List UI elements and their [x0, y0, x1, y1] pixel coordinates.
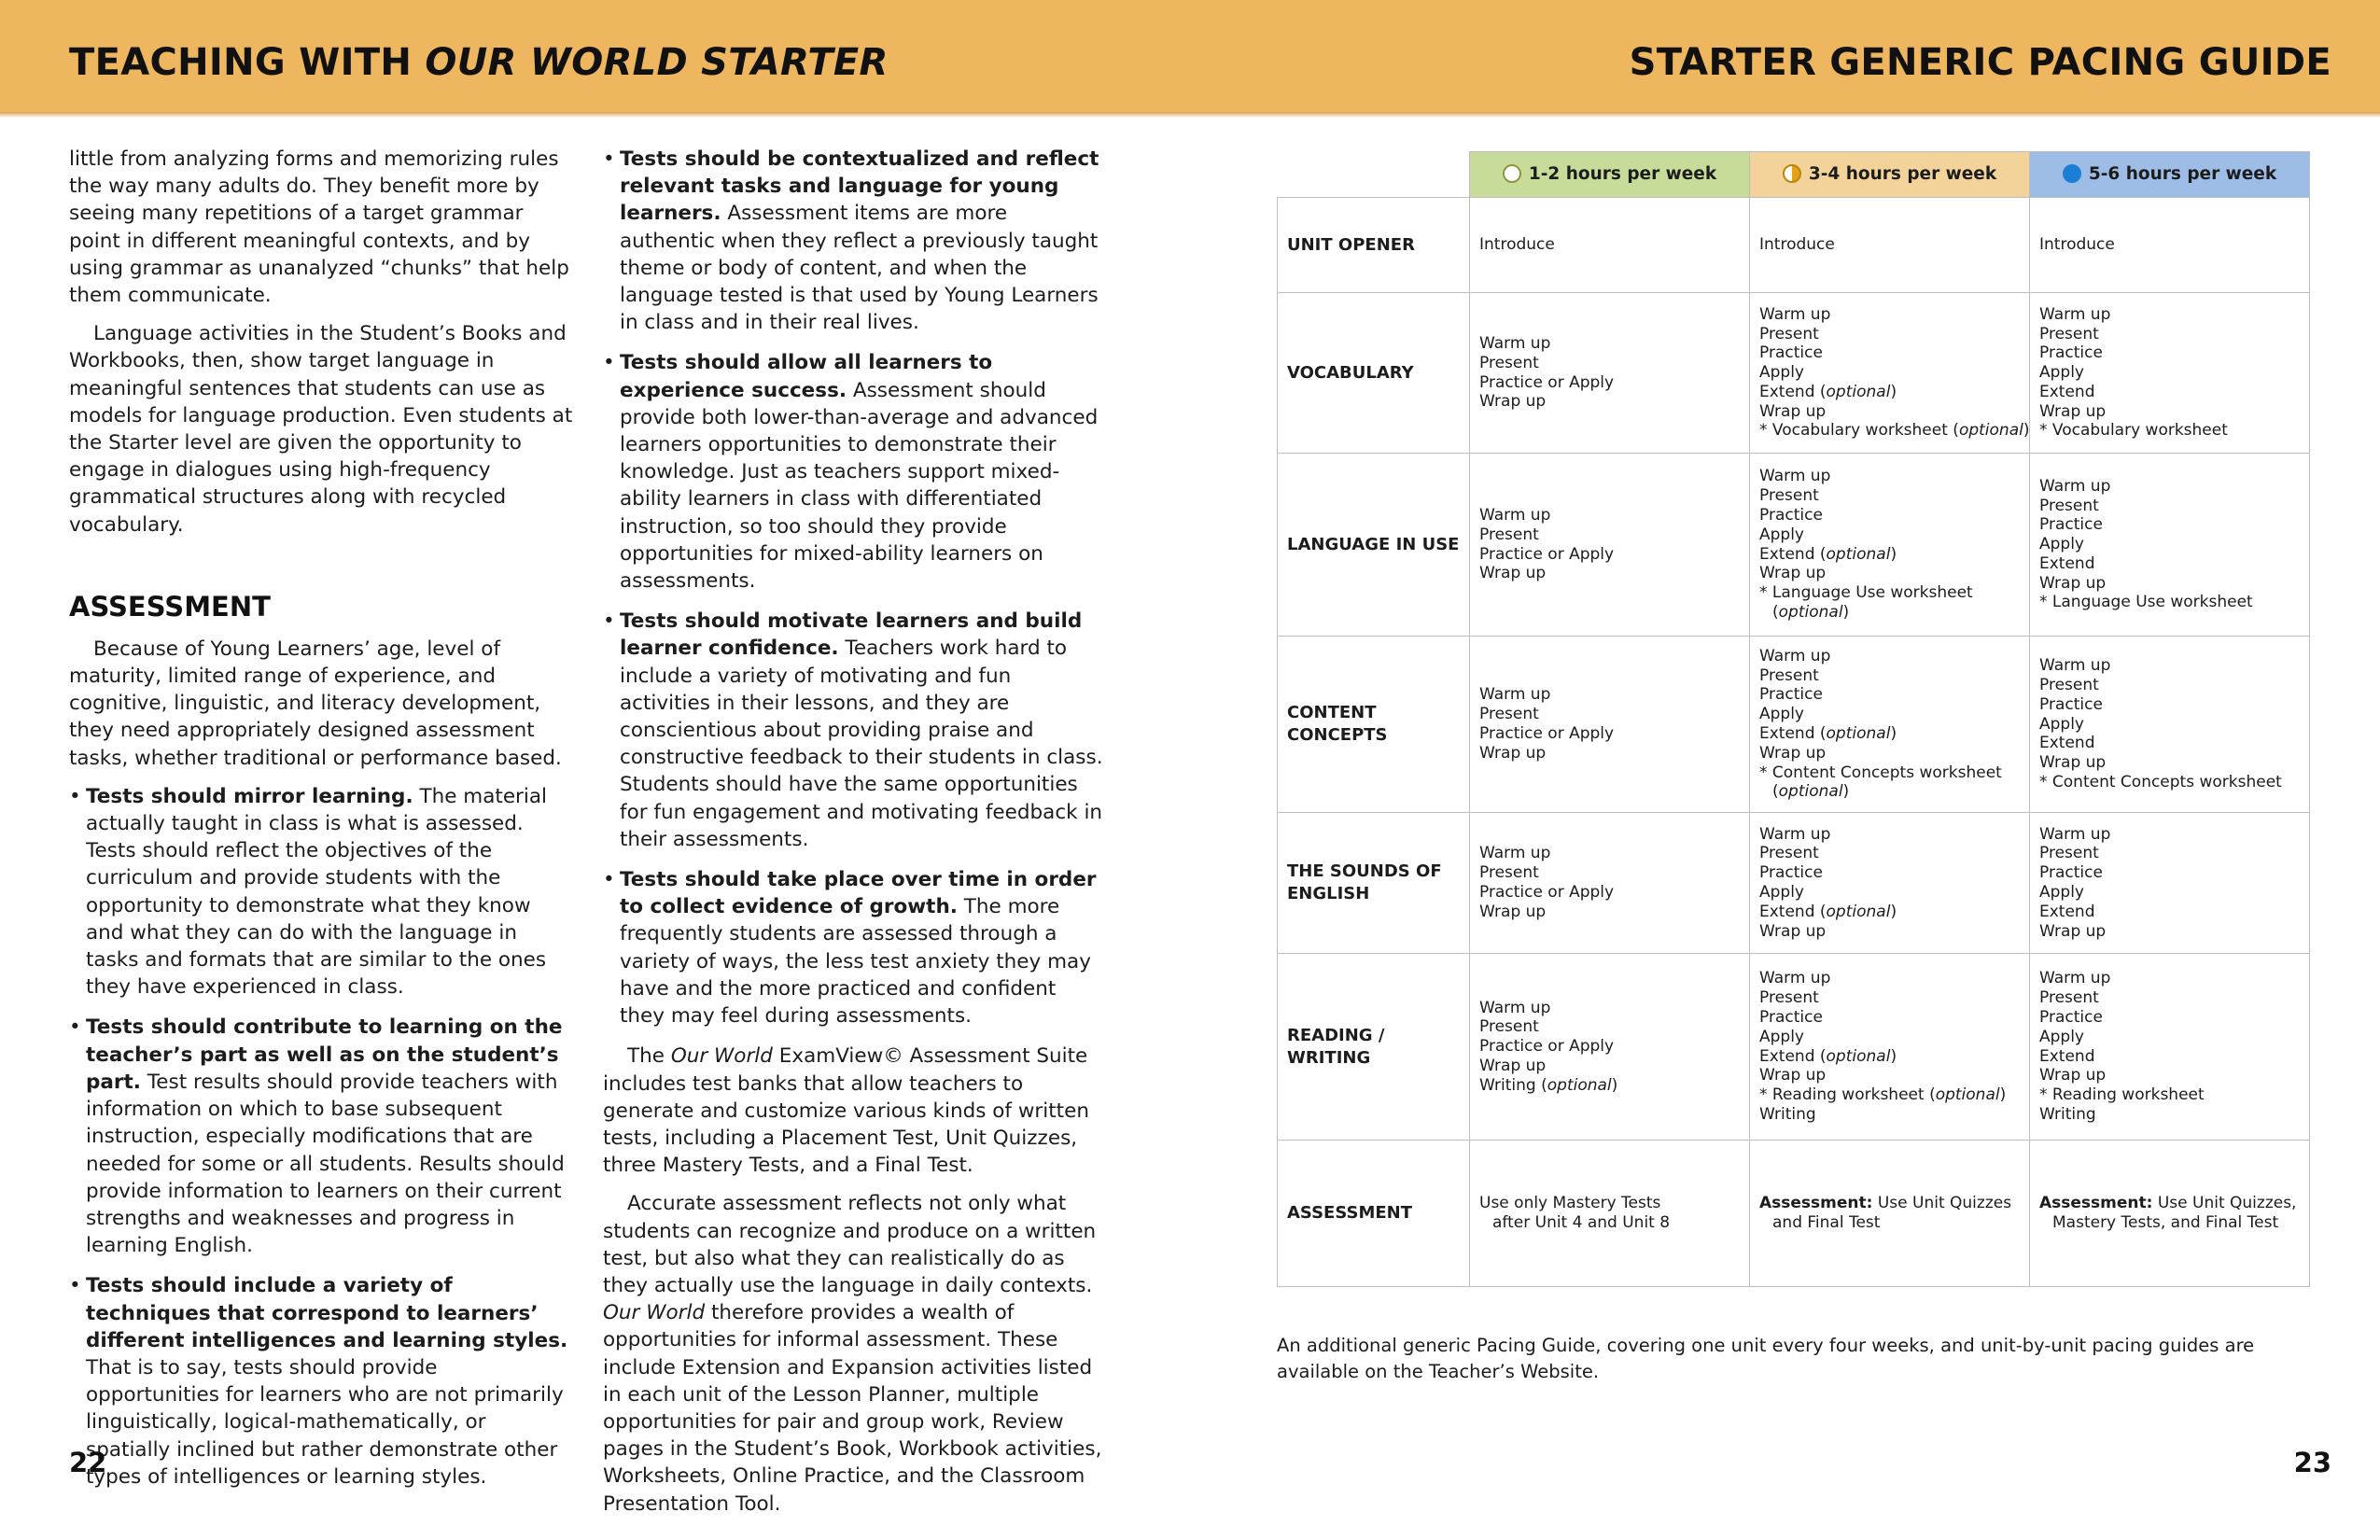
paragraph: Language activities in the Student’s Books and Workbooks, then, show target language in meaningful sentences that students can use as models for language production. Even students at the Starter level are given the opportunity to engage in dialogues using high-frequency grammatical structures along with recycled vocabulary.	[69, 322, 573, 537]
table-cell	[1470, 954, 1750, 1141]
table-cell	[1750, 1141, 2030, 1287]
cell-line: Wrap up	[1759, 401, 1827, 421]
table-cell	[1750, 813, 2030, 954]
cell-line: Warm up	[1479, 844, 1551, 863]
table-row	[1278, 637, 2310, 813]
cell-line: Extend (optional)	[1759, 382, 1897, 401]
section-heading-assessment: ASSESSMENT	[69, 590, 271, 623]
cell-line: and Final Test	[1772, 1213, 1881, 1232]
cell-line: Present	[1479, 353, 1539, 372]
cell-line: Present	[1479, 705, 1539, 724]
cell-line: * Content Concepts worksheet	[1759, 763, 2002, 782]
column-header-5-6-hours: 5-6 hours per week	[2030, 152, 2310, 198]
page-number-left: 22	[69, 1447, 107, 1478]
half-circle-icon	[1783, 164, 1801, 183]
cell-line: Wrap up	[2039, 1066, 2107, 1085]
cell-line: Wrap up	[1759, 1066, 1827, 1085]
cell-line: Practice	[2039, 863, 2103, 883]
table-cell	[1470, 293, 1750, 454]
pacing-table-body	[1278, 198, 2310, 1287]
cell-line: Wrap up	[1759, 564, 1827, 583]
cell-line: Warm up	[1479, 685, 1551, 705]
cell-line: Apply	[1759, 363, 1804, 383]
cell-line: Warm up	[1479, 505, 1551, 525]
cell-line: Practice	[1759, 505, 1823, 525]
cell-line: Warm up	[1479, 998, 1551, 1017]
cell-line: Apply	[1759, 1027, 1804, 1046]
cell-line: Warm up	[1759, 969, 1831, 988]
cell-line: Extend (optional)	[1759, 724, 1897, 743]
cell-line: Apply	[2039, 714, 2084, 734]
cell-line: Wrap up	[2039, 573, 2107, 593]
cell-line: Practice or Apply	[1479, 372, 1615, 392]
row-label: READING / WRITING	[1278, 954, 1470, 1141]
cell-line: Present	[1759, 486, 1819, 506]
cell-line: Present	[1479, 863, 1539, 883]
cell-line: * Language Use worksheet	[1759, 583, 1973, 603]
cell-line: Extend	[2039, 1046, 2095, 1066]
header-shadow	[0, 112, 2380, 118]
cell-line: Warm up	[2039, 656, 2111, 676]
cell-line: Warm up	[1759, 646, 1831, 665]
cell-bold-label: Assessment:	[2039, 1194, 2153, 1213]
bullet-list	[603, 146, 1107, 1029]
left-column-1	[69, 146, 573, 1504]
cell-line: Practice	[1759, 685, 1823, 705]
table-cell	[1470, 1141, 1750, 1287]
cell-line: Warm up	[1759, 824, 1831, 844]
left-page-title: TEACHING WITH OUR WORLD STARTER	[69, 41, 889, 84]
cell-line: (optional)	[1772, 782, 1850, 802]
cell-line: Writing (optional)	[1479, 1075, 1618, 1095]
cell-line: Extend	[2039, 382, 2095, 401]
cell-line: Present	[1479, 1017, 1539, 1037]
table-cell	[1470, 198, 1750, 293]
cell-line: Apply	[2039, 883, 2084, 902]
column-header-1-2-hours: 1-2 hours per week	[1470, 152, 1750, 198]
cell-line: Practice	[2039, 694, 2103, 714]
table-cell	[2030, 198, 2310, 293]
bullet-item: • Tests should motivate learners and build learner confidence. Teachers work hard to include a variety of motivating and fun activities in their lessons, and they are conscientious about providing praise and constructive feedback to their students in class. Students should have the same opportunities for fun engagement and motivating feedback in their assessments.	[603, 608, 1107, 853]
cell-line: * Vocabulary worksheet (optional)	[1759, 421, 2030, 441]
table-cell	[1470, 637, 1750, 813]
bullet-item: • Tests should mirror learning. The material actually taught in class is what is assessed. Tests should reflect the objectives of the curriculum and provide students with the opportunity to demonstrate what they know and what they can do with the language in tasks and formats that are similar to the ones they have experienced in class.	[69, 783, 573, 1001]
cell-line: Extend	[2039, 553, 2095, 573]
cell-line: Assessment: Use Unit Quizzes	[1759, 1194, 2012, 1213]
table-row	[1278, 813, 2310, 954]
cell-line: Wrap up	[2039, 401, 2107, 421]
cell-line: Apply	[2039, 1027, 2084, 1046]
paragraph: The Our World ExamView© Assessment Suite includes test banks that allow teachers to generate and customize various kinds of written tests, including a Placement Test, Unit Quizzes, three Mastery Tests, and a Final Test.	[603, 1044, 1089, 1178]
table-cell	[1470, 813, 1750, 954]
pacing-footnote: An additional generic Pacing Guide, covering one unit every four weeks, and unit-by-unit pacing guides are available on the Teacher’s Website.	[1277, 1335, 2255, 1382]
table-row	[1278, 198, 2310, 293]
cell-line: * Reading worksheet	[2039, 1085, 2205, 1105]
table-cell	[2030, 293, 2310, 454]
cell-line: Present	[1759, 844, 1819, 863]
cell-line: Practice or Apply	[1479, 724, 1615, 743]
full-circle-icon	[2063, 164, 2081, 183]
cell-line: Use only Mastery Tests	[1479, 1194, 1661, 1213]
cell-line: * Content Concepts worksheet	[2039, 772, 2282, 791]
cell-line: Warm up	[2039, 969, 2111, 988]
cell-line: Wrap up	[1479, 564, 1547, 583]
cell-line: Apply	[1759, 525, 1804, 544]
right-page-title: STARTER GENERIC PACING GUIDE	[1629, 41, 2331, 84]
cell-line: Present	[1479, 525, 1539, 544]
table-corner	[1278, 152, 1470, 198]
cell-line: (optional)	[1772, 602, 1850, 622]
cell-line: Apply	[2039, 535, 2084, 554]
table-cell	[2030, 1141, 2310, 1287]
cell-line: Present	[2039, 496, 2099, 515]
cell-line: Wrap up	[2039, 753, 2107, 773]
cell-line: Warm up	[2039, 304, 2111, 324]
paragraph: little from analyzing forms and memorizing rules the way many adults do. They benefit more by seeing many repetitions of a target grammar point in different meaningful contexts, and by using grammar as unanalyzed “chunks” that help them communicate.	[69, 147, 569, 308]
cell-line: Assessment: Use Unit Quizzes,	[2039, 1194, 2297, 1213]
bullet-item: • Tests should take place over time in order to collect evidence of growth. The more frequently students are assessed through a variety of ways, the less test anxiety they may have and the more practiced and confident they may feel during assessments.	[603, 866, 1107, 1029]
cell-line: Practice	[1759, 343, 1823, 363]
cell-line: Extend (optional)	[1759, 544, 1897, 564]
left-column-2	[603, 146, 1107, 1529]
table-cell	[1750, 954, 2030, 1141]
cell-line: Wrap up	[1479, 392, 1547, 412]
cell-line: Present	[2039, 676, 2099, 694]
cell-line: Wrap up	[1479, 743, 1547, 763]
cell-line: Warm up	[2039, 824, 2111, 844]
cell-line: Practice	[2039, 1007, 2103, 1027]
table-row	[1278, 1141, 2310, 1287]
table-row	[1278, 454, 2310, 637]
cell-line: Present	[2039, 324, 2099, 343]
table-cell	[1750, 293, 2030, 454]
cell-line: Apply	[1759, 883, 1804, 902]
cell-line: Warm up	[1759, 304, 1831, 324]
table-row	[1278, 954, 2310, 1141]
cell-line: Practice or Apply	[1479, 883, 1615, 902]
cell-line: Apply	[1759, 705, 1804, 724]
paragraph: Accurate assessment reflects not only what students can recognize and produce on a written test, but also what they can realistically do as they actually use the language in daily contexts. Our World therefore provides a wealth of opportunities for informal assessment. These include Extension and Expansion activities listed in each unit of the Lesson Planner, multiple opportunities for pair and group work, Review pages in the Student’s Book, Workbook activities, Worksheets, Online Practice, and the Classroom Presentation Tool.	[603, 1192, 1102, 1516]
cell-line: Extend	[2039, 734, 2095, 753]
cell-line: Introduce	[2039, 235, 2115, 255]
bullet-item: • Tests should contribute to learning on the teacher’s part as well as on the student’s part. Test results should provide teachers with information on which to base subsequent instruction, especially modifications that are needed for some or all students. Results should provide information to learners on their current strengths and weaknesses and progress in learning English.	[69, 1014, 573, 1259]
cell-line: Practice	[2039, 515, 2103, 535]
cell-line: Apply	[2039, 363, 2084, 383]
cell-line: Extend (optional)	[1759, 1046, 1897, 1066]
table-cell	[1750, 198, 2030, 293]
table-cell	[2030, 813, 2310, 954]
title-italic-part: OUR WORLD STARTER	[425, 41, 889, 84]
table-cell	[2030, 954, 2310, 1141]
cell-line: Present	[1759, 988, 1819, 1008]
cell-line: Introduce	[1759, 235, 1835, 255]
cell-line: Wrap up	[2039, 921, 2107, 941]
cell-line: Introduce	[1479, 235, 1555, 255]
table-cell	[1750, 454, 2030, 637]
cell-line: Present	[1759, 324, 1819, 343]
cell-line: Present	[2039, 844, 2099, 863]
page-number-right: 23	[2293, 1447, 2331, 1478]
paragraph: Because of Young Learners’ age, level of maturity, limited range of experience, and cognitive, linguistic, and literacy development, they need appropriately designed assessment tasks, whether traditional or performance based.	[69, 637, 562, 770]
row-label: LANGUAGE IN USE	[1278, 454, 1470, 637]
table-cell	[2030, 637, 2310, 813]
row-label: UNIT OPENER	[1278, 198, 1470, 293]
table-cell	[1470, 454, 1750, 637]
cell-line: * Vocabulary worksheet	[2039, 421, 2228, 441]
cell-line: Practice or Apply	[1479, 1037, 1615, 1057]
cell-line: Warm up	[2039, 476, 2111, 496]
cell-line: Present	[2039, 988, 2099, 1008]
cell-line: Extend (optional)	[1759, 902, 1897, 921]
cell-line: Wrap up	[1479, 902, 1547, 921]
table-cell	[2030, 454, 2310, 637]
empty-circle-icon	[1503, 164, 1521, 183]
cell-line: Extend	[2039, 902, 2095, 921]
cell-line: Wrap up	[1759, 921, 1827, 941]
row-label: THE SOUNDS OF ENGLISH	[1278, 813, 1470, 954]
cell-line: after Unit 4 and Unit 8	[1492, 1213, 1671, 1232]
row-label: VOCABULARY	[1278, 293, 1470, 454]
cell-line: Present	[1759, 665, 1819, 685]
cell-line: Practice or Apply	[1479, 544, 1615, 564]
cell-line: Practice	[1759, 863, 1823, 883]
cell-line: Wrap up	[1759, 743, 1827, 763]
pacing-guide-table	[1277, 151, 2309, 1287]
row-label: ASSESSMENT	[1278, 1141, 1470, 1287]
cell-line: Writing	[1759, 1104, 1816, 1124]
cell-line: * Language Use worksheet	[2039, 593, 2253, 612]
bullet-item: • Tests should include a variety of techniques that correspond to learners’ different intelligences and learning styles. That is to say, tests should provide opportunities for learners who are not primarily linguistically, logical-mathematically, or spatially inclined but rather demonstrate other types of intelligences or learning styles.	[69, 1272, 573, 1491]
table-cell	[1750, 637, 2030, 813]
cell-line: Practice	[2039, 343, 2103, 363]
bullet-item: • Tests should be contextualized and reflect relevant tasks and language for young learners. Assessment items are more authentic when they reflect a previously taught theme or body of content, and when the language tested is that used by Young Learners in class and in their real lives.	[603, 146, 1107, 336]
cell-line: Warm up	[1759, 467, 1831, 486]
cell-line: * Reading worksheet (optional)	[1759, 1085, 2007, 1105]
cell-line: Warm up	[1479, 333, 1551, 353]
table-row	[1278, 293, 2310, 454]
cell-line: Mastery Tests, and Final Test	[2052, 1213, 2279, 1232]
bullet-list	[69, 783, 573, 1491]
cell-line: Writing	[2039, 1104, 2096, 1124]
bullet-item: • Tests should allow all learners to experience success. Assessment should provide both lower-than-average and advanced learners opportunities to demonstrate their knowledge. Just as teachers support mixed-ability learners in class with differentiated instruction, so too should they provide opportunities for mixed-ability learners on assessments.	[603, 349, 1107, 595]
cell-line: Practice	[1759, 1007, 1823, 1027]
cell-bold-label: Assessment:	[1759, 1194, 1873, 1213]
row-label: CONTENT CONCEPTS	[1278, 637, 1470, 813]
column-header-3-4-hours: 3-4 hours per week	[1750, 152, 2030, 198]
cell-line: Wrap up	[1479, 1056, 1547, 1075]
